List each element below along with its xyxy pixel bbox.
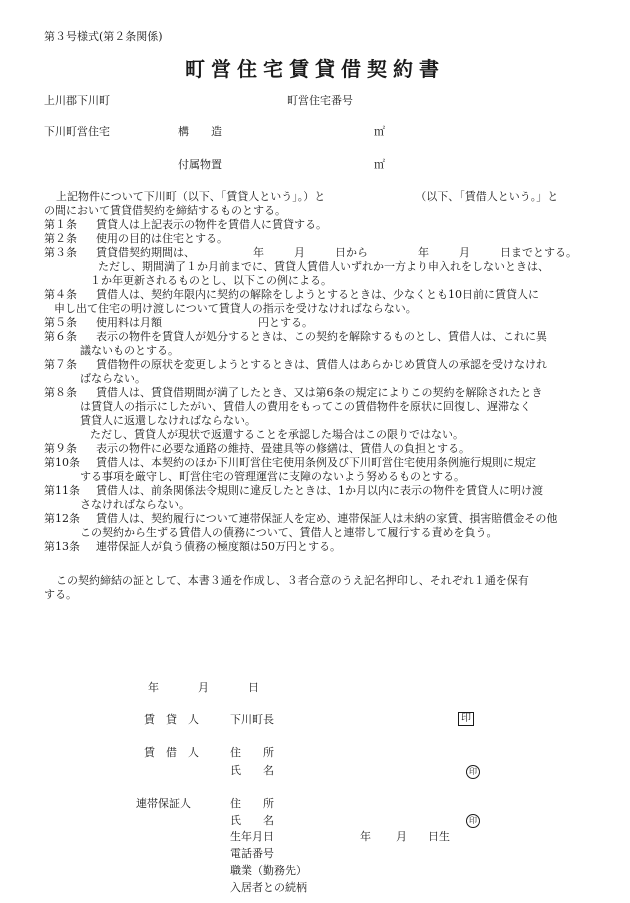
article-3-proviso-1: ただし、期間満了１か月前までに、賃貸人賃借人いずれか一方より申入れをしないときは、 bbox=[98, 260, 549, 273]
house-number-label: 町営住宅番号 bbox=[287, 94, 353, 107]
rent-label: 使用料は月額 bbox=[96, 316, 162, 329]
lessor-name: 下川町長 bbox=[230, 713, 274, 726]
contract-period-label: 賃貸借契約期間は、 bbox=[96, 246, 195, 259]
guarantor-name-label: 氏 名 bbox=[230, 814, 274, 827]
end-month: 月 bbox=[459, 246, 470, 259]
article-4 bbox=[44, 288, 590, 302]
article-text: 賃借人は、契約履行について連帯保証人を定め、連帯保証人は未納の家賃、損害賠償金その他 bbox=[96, 512, 558, 525]
housing-name-label: 下川町営住宅 bbox=[44, 125, 110, 138]
article-text: 賃借物件の原状を変更しようとするときは、賃借人はあらかじめ賃貸人の承認を受けなけれ bbox=[96, 358, 547, 371]
article-number: 第12条 bbox=[44, 512, 80, 525]
area-unit-main: ㎡ bbox=[374, 125, 385, 138]
article-10-cont: する事項を厳守し、町営住宅の管理運営に支障のないよう努めるものとする。 bbox=[80, 470, 465, 483]
article-5 bbox=[44, 316, 590, 330]
attached-storage-label: 付属物置 bbox=[178, 158, 222, 171]
lessee-name-label: 氏 名 bbox=[230, 764, 274, 777]
lessee-address-label: 住 所 bbox=[230, 746, 274, 759]
article-text: 賃借人は、賃貸借期間が満了したとき、又は第6条の規定によりこの契約を解除されたとき bbox=[96, 386, 543, 399]
lessee-seal-icon: 印 bbox=[466, 765, 480, 779]
article-number: 第１条 bbox=[44, 218, 77, 231]
birth-month: 月 bbox=[396, 830, 407, 843]
article-number: 第８条 bbox=[44, 386, 77, 399]
article-text: 賃借人は、前条関係法令規則に違反したときは、1か月以内に表示の物件を賃貸人に明け渡 bbox=[96, 484, 543, 497]
article-number: 第６条 bbox=[44, 330, 77, 343]
article-3 bbox=[44, 246, 590, 260]
intro-part2: （以下、「賃借人という。」と bbox=[415, 190, 559, 203]
lessor-seal-icon: 印 bbox=[458, 712, 474, 726]
start-month: 月 bbox=[294, 246, 305, 259]
lessor-label: 賃 貸 人 bbox=[144, 713, 199, 726]
article-number: 第３条 bbox=[44, 246, 77, 259]
article-text: 使用の目的は住宅とする。 bbox=[96, 232, 228, 245]
article-number: 第９条 bbox=[44, 442, 77, 455]
article-number: 第13条 bbox=[44, 540, 80, 553]
document-title: 町営住宅賃貸借契約書 bbox=[185, 57, 445, 81]
birth-year: 年 bbox=[360, 830, 371, 843]
guarantor-seal-wrap bbox=[466, 813, 480, 828]
article-11 bbox=[44, 484, 590, 498]
article-12 bbox=[44, 512, 590, 526]
contract-body bbox=[44, 190, 590, 602]
article-8-proviso: ただし、賃貸人が現状で返還することを承認した場合はこの限りではない。 bbox=[90, 428, 464, 441]
article-6-cont: 議ないものとする。 bbox=[80, 344, 179, 357]
article-number: 第11条 bbox=[44, 484, 80, 497]
article-number: 第７条 bbox=[44, 358, 77, 371]
article-text bbox=[96, 246, 590, 260]
lessee-label: 賃 借 人 bbox=[144, 746, 199, 759]
closing-paragraph-end: する。 bbox=[44, 588, 77, 601]
article-6 bbox=[44, 330, 590, 344]
date-day: 日 bbox=[248, 681, 259, 694]
birthdate-label: 生年月日 bbox=[230, 830, 274, 843]
article-number: 第２条 bbox=[44, 232, 77, 245]
article-text: 賃貸人は上記表示の物件を賃借人に賃貸する。 bbox=[96, 218, 327, 231]
structure-label: 構 造 bbox=[178, 125, 222, 138]
article-3-proviso-2: １か年更新されるものとし、以下この例による。 bbox=[90, 274, 332, 287]
guarantor-address-label: 住 所 bbox=[230, 797, 274, 810]
article-number: 第５条 bbox=[44, 316, 77, 329]
date-month: 月 bbox=[198, 681, 209, 694]
article-4-cont: 申し出て住宅の明け渡しについて賃貸人の指示を受けなければならない。 bbox=[54, 302, 417, 315]
birth-day: 日生 bbox=[428, 830, 450, 843]
start-day: 日から bbox=[335, 246, 368, 259]
phone-label: 電話番号 bbox=[230, 847, 274, 860]
occupation-label: 職業（勤務先） bbox=[230, 864, 307, 877]
form-number: 第３号様式(第２条関係) bbox=[44, 30, 163, 43]
article-number: 第10条 bbox=[44, 456, 80, 469]
area-unit-storage: ㎡ bbox=[374, 158, 385, 171]
article-7 bbox=[44, 358, 590, 372]
article-11-cont: さなければならない。 bbox=[80, 498, 190, 511]
article-8-cont-1: は賃貸人の指示にしたがい、賃借人の費用をもってこの賃借物件を原状に回復し、遅滞なく bbox=[80, 400, 531, 413]
end-day: 日までとする。 bbox=[500, 246, 577, 259]
article-9 bbox=[44, 442, 590, 456]
intro-part1: 上記物件について下川町（以下、「賃貸人という」。）と bbox=[56, 190, 326, 203]
article-10 bbox=[44, 456, 590, 470]
rent-suffix: 円とする。 bbox=[258, 316, 313, 329]
article-8-cont-2: 賃貸人に返還しなければならない。 bbox=[80, 414, 256, 427]
article-12-cont: この契約から生ずる賃借人の債務について、賃借人と連帯して履行する責めを負う。 bbox=[80, 526, 498, 539]
article-8 bbox=[44, 386, 590, 400]
article-1 bbox=[44, 218, 590, 232]
article-text: 表示の物件を賃貸人が処分するときは、この契約を解除するものとし、賃借人は、これに異 bbox=[96, 330, 547, 343]
lessee-seal-wrap bbox=[466, 764, 480, 779]
article-text bbox=[96, 316, 590, 330]
intro-paragraph bbox=[44, 190, 590, 204]
guarantor-seal-icon: 印 bbox=[466, 814, 480, 828]
intro-part3: の間において賃貸借契約を締結するものとする。 bbox=[44, 204, 286, 217]
closing-paragraph: この契約締結の証として、本書３通を作成し、３者合意のうえ記名押印し、それぞれ１通を保有 bbox=[56, 574, 529, 587]
article-2 bbox=[44, 232, 590, 246]
article-7-cont: ばならない。 bbox=[80, 372, 146, 385]
date-year: 年 bbox=[148, 681, 159, 694]
article-text: 表示の物件に必要な通路の維持、畳建具等の修繕は、賃借人の負担とする。 bbox=[96, 442, 470, 455]
start-year: 年 bbox=[253, 246, 264, 259]
end-year: 年 bbox=[418, 246, 429, 259]
guarantor-label: 連帯保証人 bbox=[136, 797, 191, 810]
article-13 bbox=[44, 540, 590, 554]
article-number: 第４条 bbox=[44, 288, 77, 301]
district-label: 上川郡下川町 bbox=[44, 94, 110, 107]
article-text: 連帯保証人が負う債務の極度額は50万円とする。 bbox=[96, 540, 341, 553]
article-text: 賃借人は、契約年限内に契約の解除をしようとするときは、少なくとも10日前に賃貸人に bbox=[96, 288, 539, 301]
relation-label: 入居者との続柄 bbox=[230, 881, 307, 894]
article-text: 賃借人は、本契約のほか下川町営住宅使用条例及び下川町営住宅使用条例施行規則に規定 bbox=[96, 456, 536, 469]
